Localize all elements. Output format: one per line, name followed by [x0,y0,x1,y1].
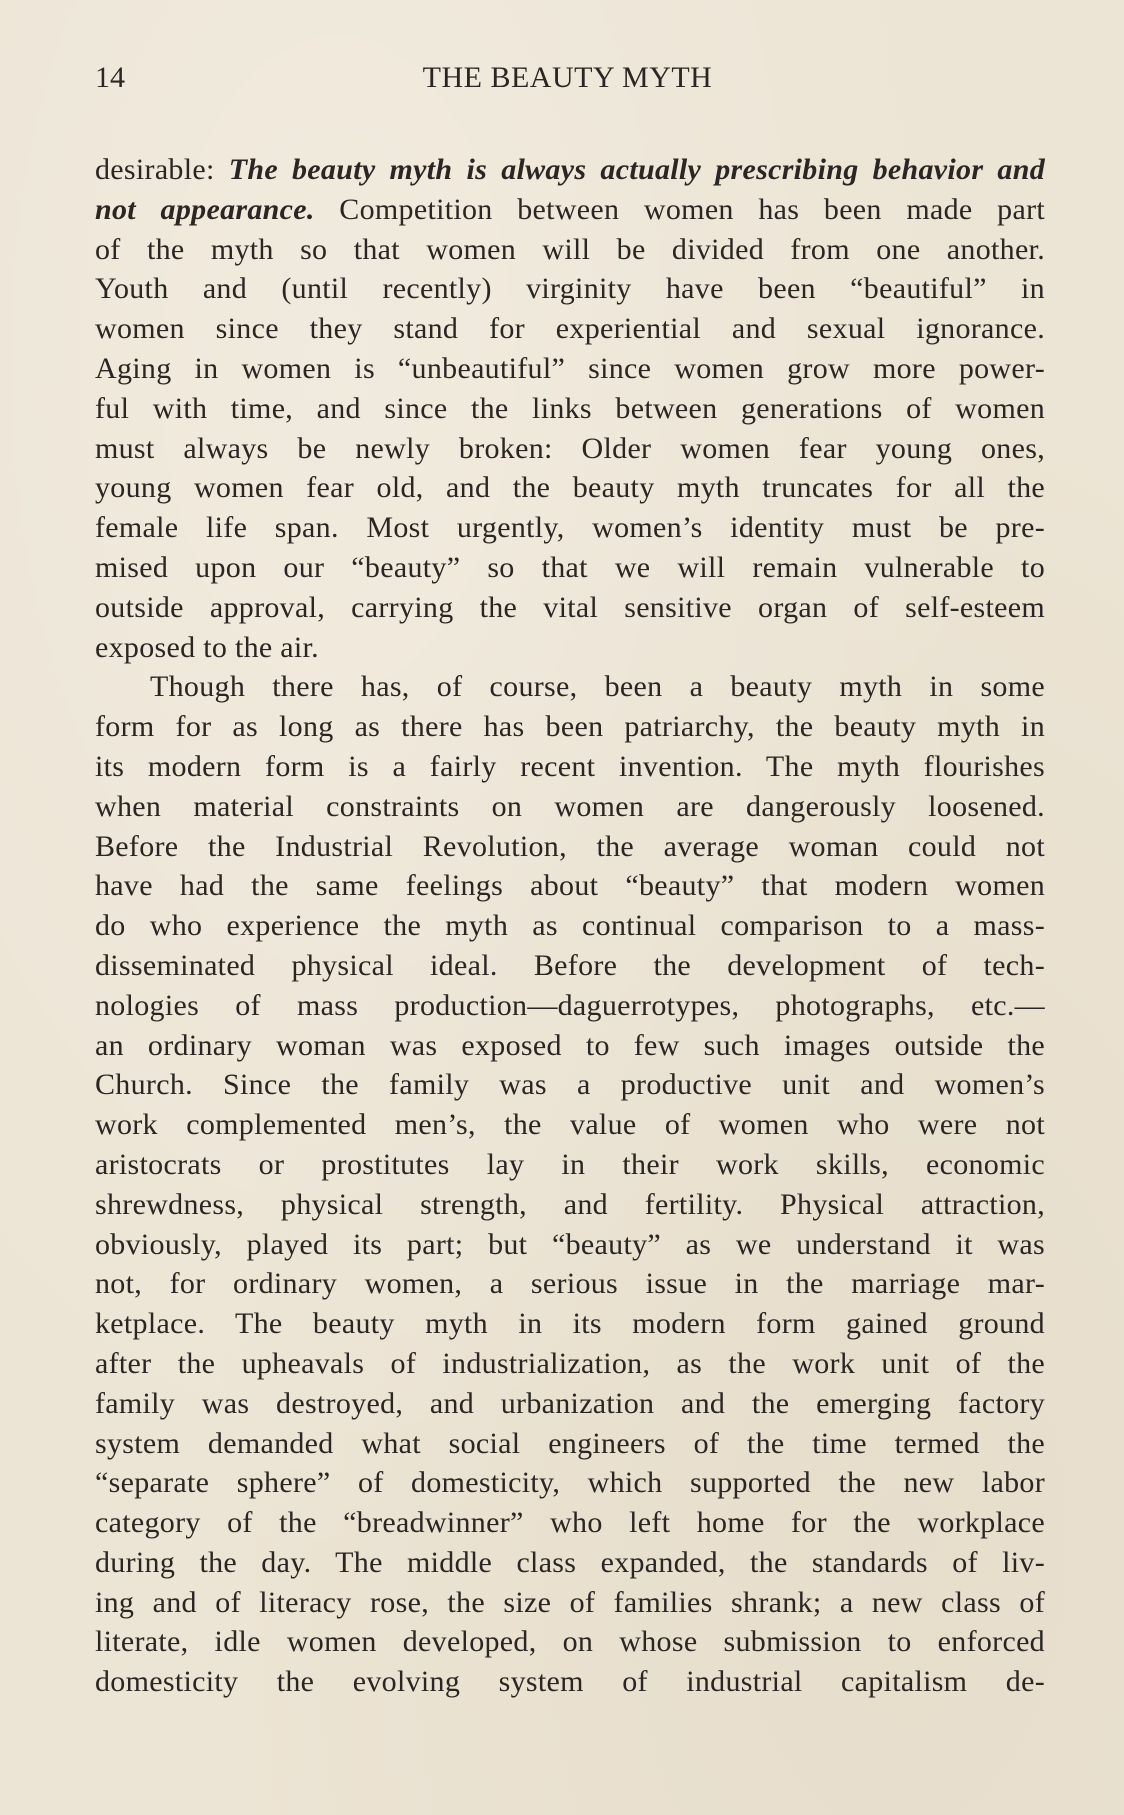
text-segment: its modern form is a fairly recent invention. The myth flourishes [95,749,1045,783]
text-line [95,429,1045,469]
text-line [95,628,1045,668]
text-segment: shrewdness, physical strength, and fertility. Physical attraction, [95,1187,1045,1221]
text-line [95,309,1045,349]
text-line [95,986,1045,1026]
text-line [95,946,1045,986]
text-segment: female life span. Most urgently, women’s identity must be pre- [95,511,1045,545]
text-segment: Though there has, of course, been a beauty myth in some [150,670,1045,704]
text-segment: outside approval, carrying the vital sensitive organ of self-esteem [95,590,1045,624]
text-segment: domesticity the evolving system of industrial capitalism de- [95,1665,1045,1699]
text-segment: desirable: [95,153,229,186]
text-line [95,707,1045,747]
paragraph [95,150,1045,667]
text-segment: of the myth so that women will be divided from one another. [95,232,1045,266]
text-segment: do who experience the myth as continual comparison to a mass- [95,909,1045,943]
text-line [95,1264,1045,1304]
text-segment: not, for ordinary women, a serious issue in the marriage mar- [95,1267,1045,1301]
text-segment: form for as long as there has been patriarchy, the beauty myth in [95,710,1045,744]
text-segment: exposed to the air. [95,630,319,664]
text-segment: have had the same feelings about “beauty” that modern women [95,869,1045,903]
text-line [95,1026,1045,1066]
text-line [95,1065,1045,1105]
text-line [95,667,1045,707]
text-segment: obviously, played its part; but “beauty” as we understand it was [95,1227,1045,1261]
body-text [95,150,1045,1702]
text-segment: “separate sphere” of domesticity, which supported the new labor [95,1466,1045,1500]
text-segment: literate, idle women developed, on whose submission to enforced [95,1625,1045,1659]
text-segment: disseminated physical ideal. Before the development of tech- [95,948,1045,982]
text-line [95,1424,1045,1464]
text-line [95,1503,1045,1543]
text-segment: after the upheavals of industrialization, as the work unit of the [95,1346,1045,1380]
text-segment: must always be newly broken: Older women fear young ones, [95,431,1045,465]
text-line [95,468,1045,508]
book-title: THE BEAUTY MYTH [422,61,713,94]
text-segment: an ordinary woman was exposed to few such images outside the [95,1028,1045,1062]
text-line [95,230,1045,270]
text-line [95,1583,1045,1623]
paragraph [95,667,1045,1702]
text-segment: when material constraints on women are dangerously loosened. [95,789,1045,823]
running-head [95,58,1040,98]
text-segment: Competition between women has been made part [314,192,1045,226]
text-segment: Aging in women is “unbeautiful” since women grow more power- [95,351,1045,385]
text-line [95,1463,1045,1503]
text-line [95,1145,1045,1185]
text-line [95,1225,1045,1265]
text-line [95,548,1045,588]
text-line [95,1105,1045,1145]
text-segment: ful with time, and since the links between generations of women [95,391,1045,425]
text-segment: ing and of literacy rose, the size of families shrank; a new class of [95,1585,1045,1619]
text-segment: category of the “breadwinner” who left home for the workplace [95,1506,1045,1540]
text-line [95,1304,1045,1344]
text-line [95,1384,1045,1424]
text-segment: Church. Since the family was a productive unit and women’s [95,1068,1045,1102]
text-segment: work complemented men’s, the value of women who were not [95,1108,1045,1142]
text-line [95,389,1045,429]
text-line [95,866,1045,906]
text-line [95,190,1045,230]
text-line [95,508,1045,548]
text-segment: nologies of mass production—daguerrotypes, photographs, etc.— [95,988,1045,1022]
text-line [95,747,1045,787]
text-segment: young women fear old, and the beauty myth truncates for all the [95,471,1045,505]
text-line [95,787,1045,827]
text-line [95,1622,1045,1662]
text-segment: system demanded what social engineers of the time termed the [95,1426,1045,1460]
text-line [95,269,1045,309]
italic-text-segment: The beauty myth is always actually prescribing behavior and [228,153,1045,186]
text-line [95,1344,1045,1384]
text-segment: mised upon our “beauty” so that we will remain vulnerable to [95,550,1045,584]
text-segment: Youth and (until recently) virginity have been “beautiful” in [95,272,1045,306]
text-line [95,150,1045,190]
text-line [95,588,1045,628]
text-segment: women since they stand for experiential and sexual ignorance. [95,312,1045,346]
text-segment: aristocrats or prostitutes lay in their work skills, economic [95,1147,1045,1181]
text-line [95,827,1045,867]
text-line [95,349,1045,389]
text-segment: Before the Industrial Revolution, the average woman could not [95,829,1045,863]
italic-text-segment: not appearance. [95,192,315,226]
text-line [95,906,1045,946]
text-line [95,1185,1045,1225]
text-line [95,1543,1045,1583]
text-segment: ketplace. The beauty myth in its modern form gained ground [95,1307,1045,1341]
text-segment: during the day. The middle class expanded, the standards of liv- [95,1545,1045,1579]
page-number: 14 [95,61,125,94]
text-line [95,1662,1045,1702]
text-segment: family was destroyed, and urbanization and the emerging factory [95,1386,1045,1420]
